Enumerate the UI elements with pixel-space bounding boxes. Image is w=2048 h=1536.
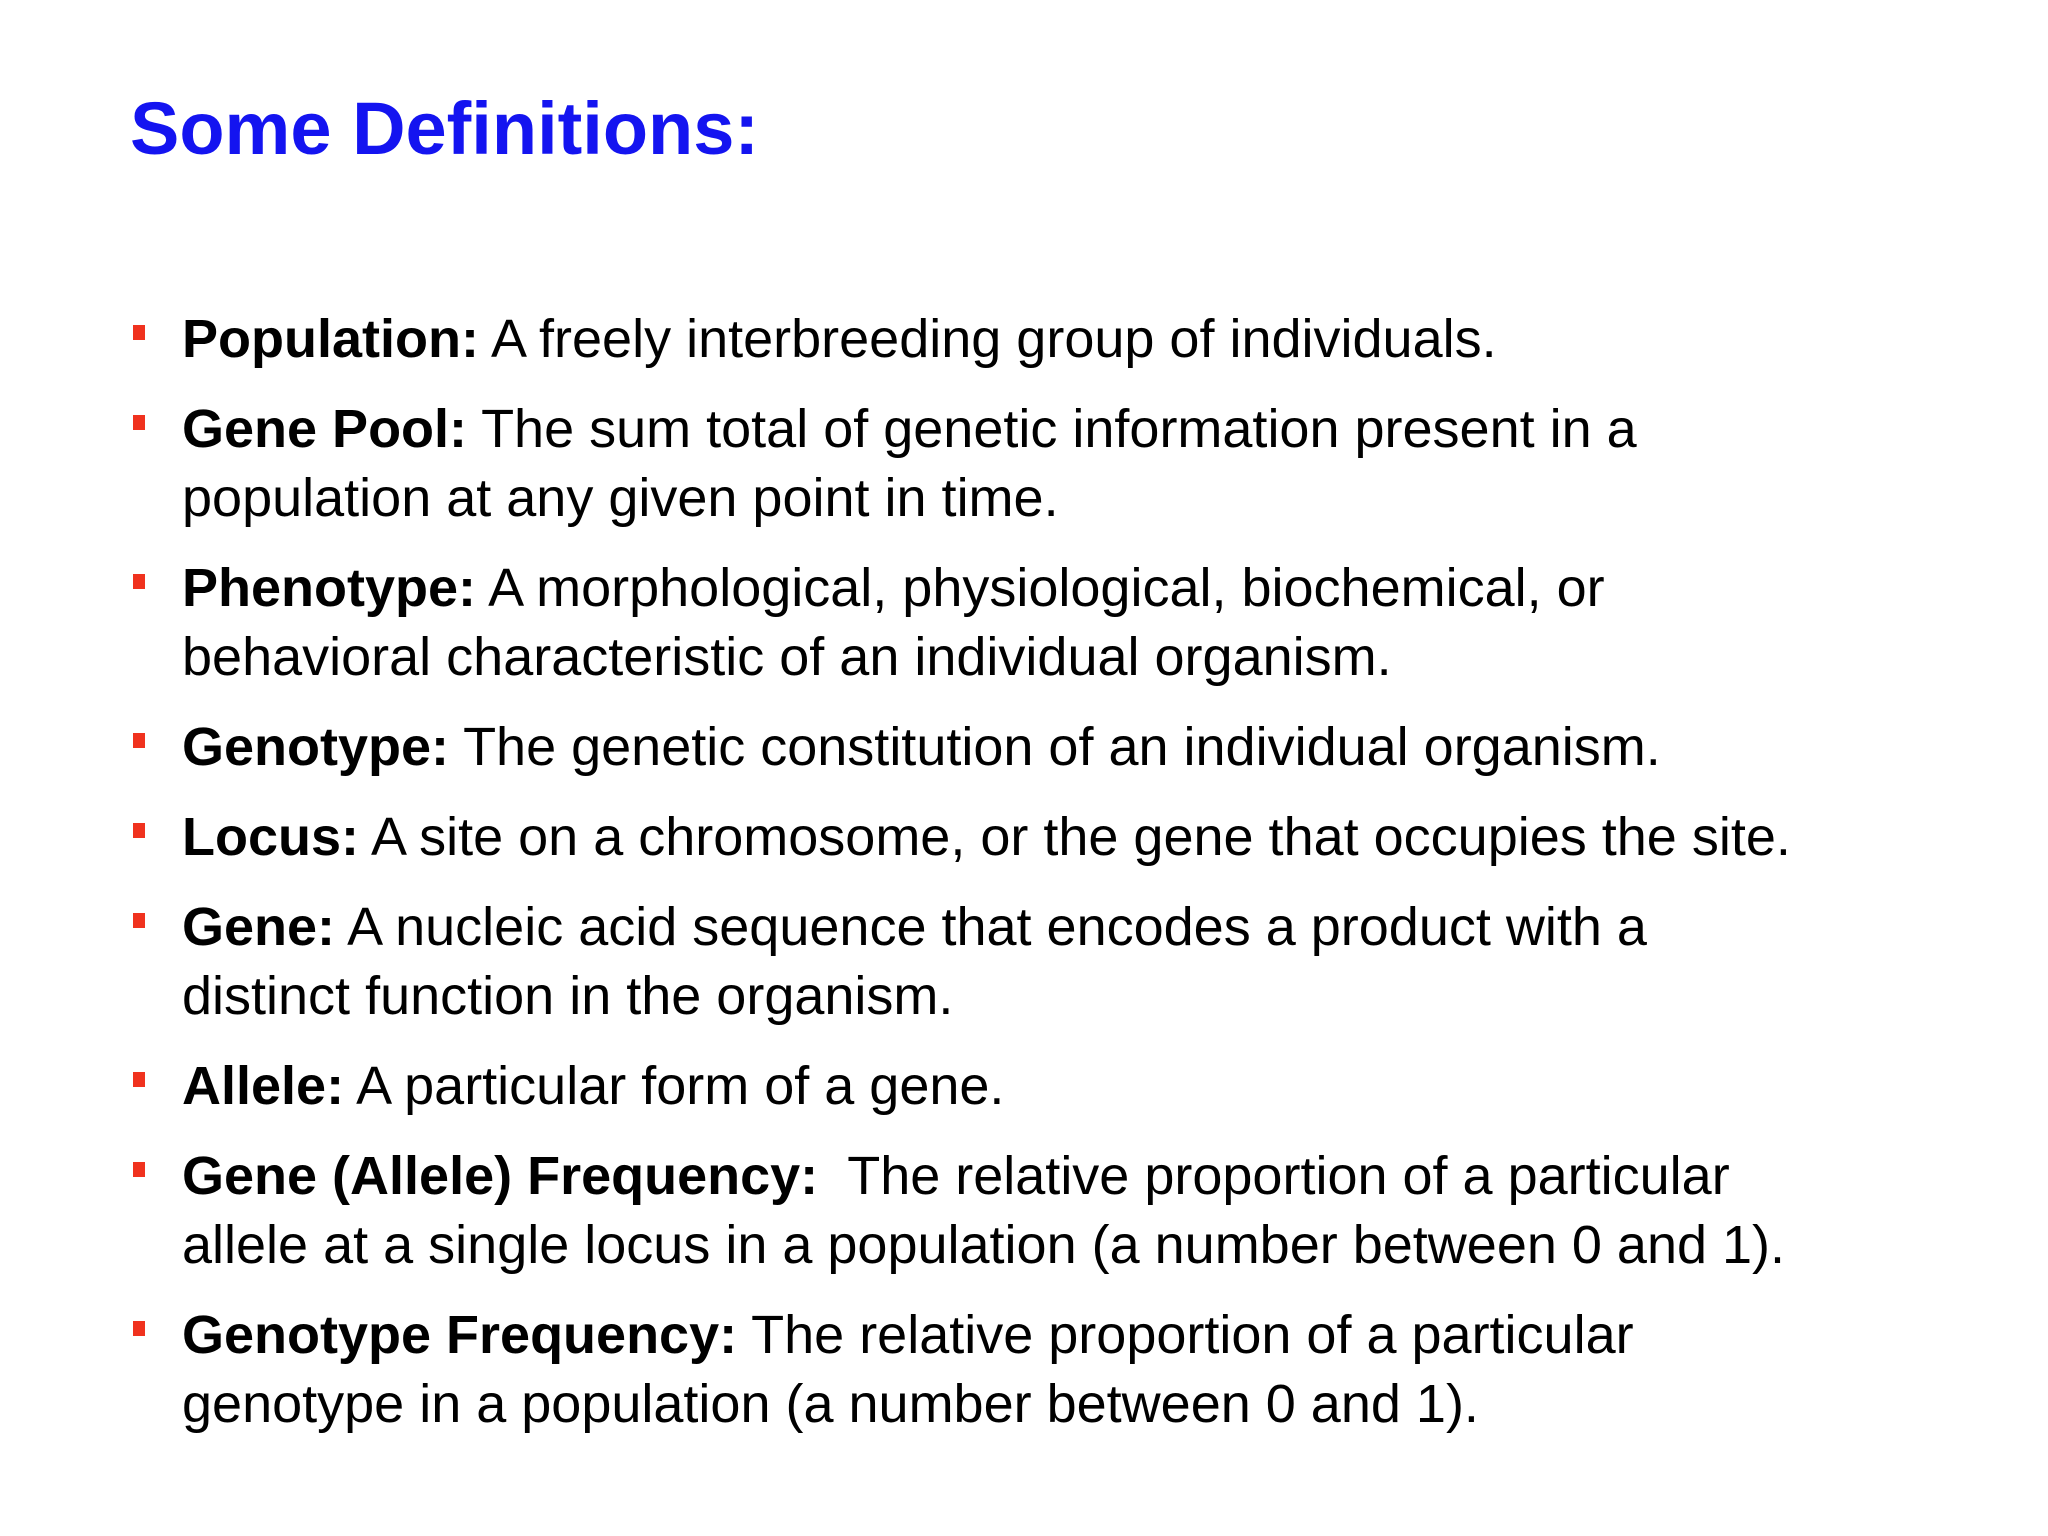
definition-term: Allele: (182, 1056, 345, 1116)
definition-text: A freely interbreeding group of individuals. (490, 309, 1497, 369)
square-bullet-icon (133, 1162, 145, 1177)
definition-term: Phenotype: (182, 558, 477, 618)
definition-item (130, 803, 2010, 872)
definition-term: Genotype Frequency: (182, 1305, 738, 1365)
definition-item (130, 1142, 2010, 1280)
definition-text: A nucleic acid sequence that encodes a product with a (347, 897, 1647, 957)
definition-text: The sum total of genetic information present in a (481, 399, 1637, 459)
definition-item (130, 395, 2010, 533)
definition-item (130, 554, 2010, 692)
square-bullet-icon (133, 325, 145, 340)
definition-text: A particular form of a gene. (356, 1056, 1005, 1116)
definition-term: Gene: (182, 897, 336, 957)
definition-term: Population: (182, 309, 479, 369)
definition-item (130, 305, 2010, 374)
square-bullet-icon (133, 733, 145, 748)
definition-text: A morphological, physiological, biochemical, or (488, 558, 1605, 618)
definition-text: genotype in a population (a number between 0 and 1). (182, 1374, 1479, 1434)
definition-term: Gene (Allele) Frequency: (182, 1146, 819, 1206)
definition-text: behavioral characteristic of an individual organism. (182, 627, 1392, 687)
definition-text: The relative proportion of a particular (833, 1146, 1730, 1206)
definition-text: The genetic constitution of an individual organism. (463, 717, 1661, 777)
definition-term: Gene Pool: (182, 399, 468, 459)
definition-term: Locus: (182, 807, 360, 867)
definition-text: population at any given point in time. (182, 468, 1059, 528)
square-bullet-icon (133, 574, 145, 589)
square-bullet-icon (133, 415, 145, 430)
square-bullet-icon (133, 1072, 145, 1087)
definition-item (130, 1301, 2010, 1439)
definition-text: distinct function in the organism. (182, 966, 954, 1026)
definition-term: Genotype: (182, 717, 450, 777)
definition-text: A site on a chromosome, or the gene that occupies the site. (371, 807, 1791, 867)
square-bullet-icon (133, 823, 145, 838)
definition-text: The relative proportion of a particular (751, 1305, 1634, 1365)
definition-item (130, 893, 2010, 1031)
definition-item (130, 713, 2010, 782)
definition-list (130, 305, 2010, 1460)
square-bullet-icon (133, 913, 145, 928)
definition-item (130, 1052, 2010, 1121)
slide-title: Some Definitions: (130, 87, 760, 170)
definition-text: allele at a single locus in a population (a number between 0 and 1). (182, 1215, 1786, 1275)
square-bullet-icon (133, 1321, 145, 1336)
